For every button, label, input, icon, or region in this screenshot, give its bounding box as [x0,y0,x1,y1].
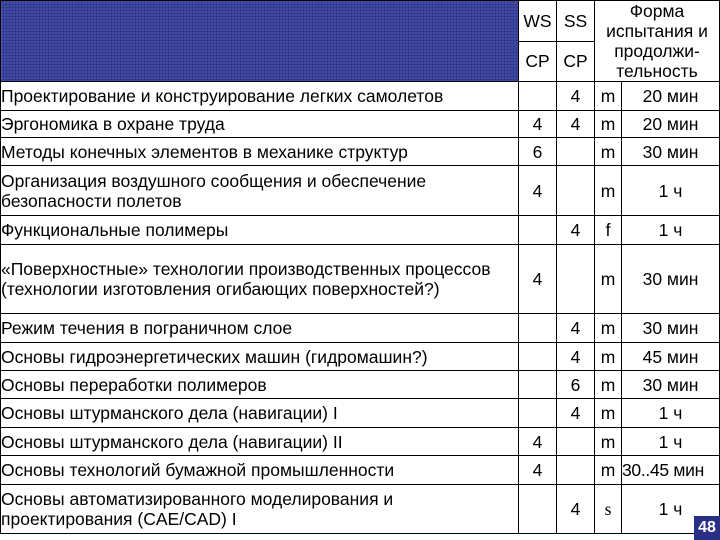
ss-credits [557,138,595,166]
ws-credits [519,82,557,111]
course-row [1,399,720,428]
exam-form: m [595,399,622,428]
exam-form: m [595,82,622,111]
ws-credits [519,314,557,343]
exam-duration: 45 мин [622,343,720,371]
course-row [1,216,720,245]
table-body [1,1,720,534]
course-name: Проектирование и конструирование легких самолетов [1,82,519,111]
ws-credits [519,371,557,399]
exam-form: m [595,111,622,138]
exam-form: m [595,245,622,314]
course-name: Основы гидроэнергетических машин (гидромашин?) [1,343,519,371]
header-row-semester [1,1,720,42]
ss-credits [557,456,595,485]
course-row [1,111,720,138]
exam-duration: 1 ч [622,399,720,428]
exam-duration: 1 ч [622,216,720,245]
ws-credits [519,216,557,245]
exam-form: s [595,485,622,534]
exam-duration: 1 ч [622,485,720,534]
ws-credits: 4 [519,245,557,314]
exam-form: f [595,216,622,245]
ss-credits: 4 [557,485,595,534]
course-name: Основы переработки полимеров [1,371,519,399]
ss-credits: 6 [557,371,595,399]
exam-duration: 30 мин [622,138,720,166]
ss-credits: 4 [557,314,595,343]
ws-credits: 6 [519,138,557,166]
exam-form: m [595,456,622,485]
exam-duration: 30 мин [622,245,720,314]
course-row [1,485,720,534]
ss-credits [557,245,595,314]
course-row [1,82,720,111]
course-name: Основы технологий бумажной промышленности [1,456,519,485]
ss-header: SS [557,1,595,42]
course-name: Методы конечных элементов в механике структур [1,138,519,166]
form-duration-header: Форма испытания и продолжи-тельность [595,1,720,82]
exam-duration: 1 ч [622,428,720,456]
ws-cp-header: CP [519,41,557,82]
ss-credits [557,166,595,216]
course-row [1,428,720,456]
exam-form: m [595,343,622,371]
course-row [1,314,720,343]
ws-credits [519,399,557,428]
ss-cp-header: CP [557,41,595,82]
ss-credits: 4 [557,82,595,111]
exam-form: m [595,314,622,343]
course-row [1,456,720,485]
exam-duration: 1 ч [622,166,720,216]
header-blank-cell [1,1,519,82]
exam-form: m [595,166,622,216]
exam-duration: 20 мин [622,111,720,138]
ss-credits: 4 [557,343,595,371]
ws-credits: 4 [519,166,557,216]
course-row [1,245,720,314]
page-number-badge: 48 [694,516,720,540]
ws-credits: 4 [519,111,557,138]
ws-credits: 4 [519,456,557,485]
course-name: Функциональные полимеры [1,216,519,245]
exam-duration: 20 мин [622,82,720,111]
course-name: Режим течения в пограничном слое [1,314,519,343]
course-name: Эргономика в охране труда [1,111,519,138]
exam-form: m [595,371,622,399]
ss-credits: 4 [557,111,595,138]
exam-form: m [595,138,622,166]
exam-form: m [595,428,622,456]
ss-credits: 4 [557,399,595,428]
exam-duration: 30 мин [622,371,720,399]
course-name: Организация воздушного сообщения и обеспечение безопасности полетов [1,166,519,216]
course-row [1,166,720,216]
course-row [1,371,720,399]
ss-credits: 4 [557,216,595,245]
course-row [1,138,720,166]
course-name: «Поверхностные» технологии производственных процессов (технологии изготовления огибающих поверхностей?) [1,245,519,314]
course-row [1,343,720,371]
exam-duration: 30 мин [622,314,720,343]
ws-credits [519,343,557,371]
ws-credits [519,485,557,534]
exam-duration: 30..45 мин [622,456,720,485]
course-name: Основы автоматизированного моделирования и проектирования (CAE/CAD) I [1,485,519,534]
ws-credits: 4 [519,428,557,456]
course-name: Основы штурманского дела (навигации) II [1,428,519,456]
course-name: Основы штурманского дела (навигации) I [1,399,519,428]
ws-header: WS [519,1,557,42]
ss-credits [557,428,595,456]
